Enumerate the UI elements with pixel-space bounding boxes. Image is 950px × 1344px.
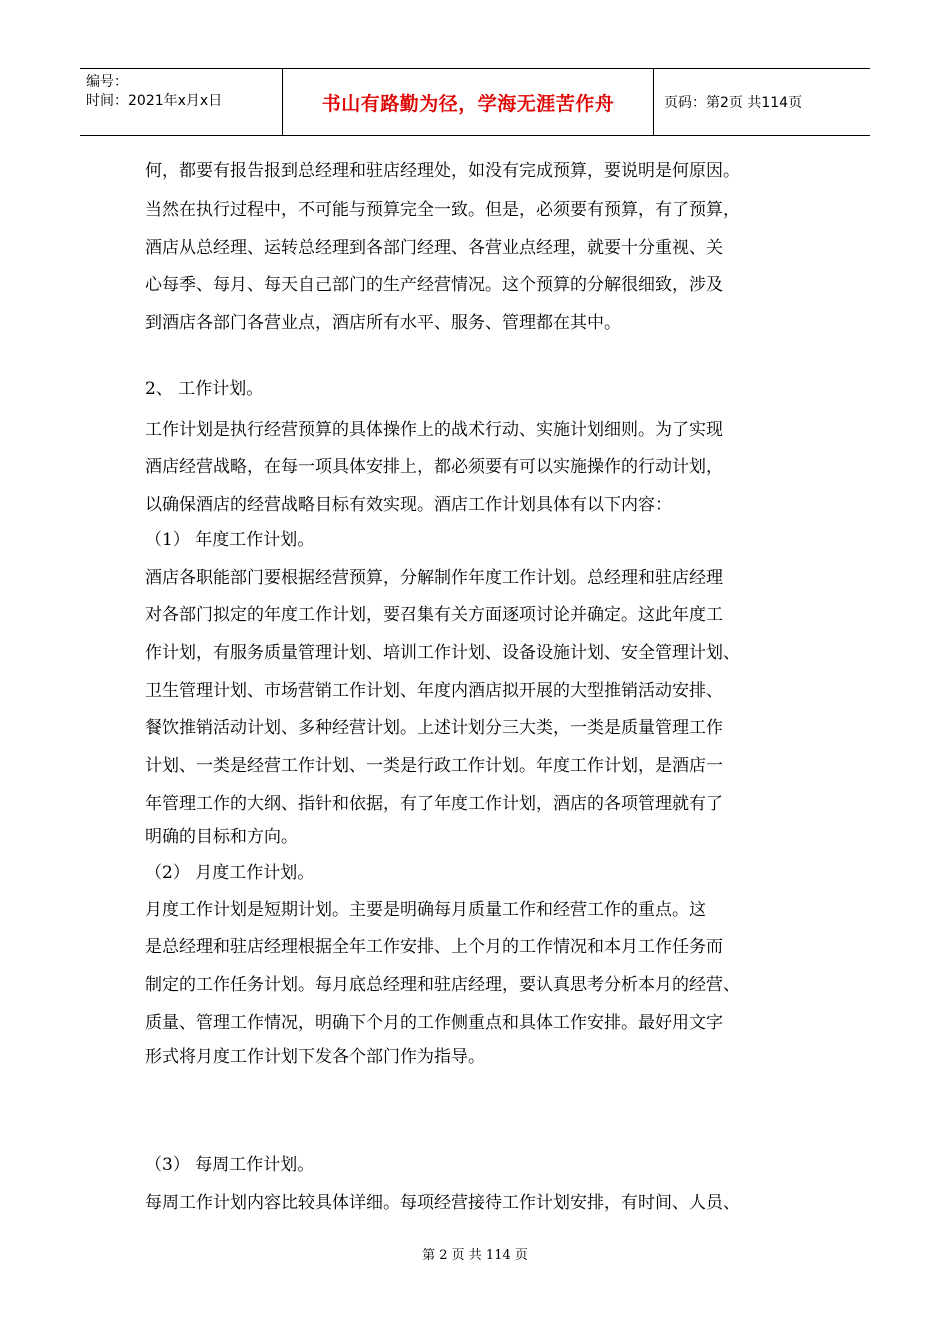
body-line: 形式将月度工作计划下发各个部门作为指导。 xyxy=(145,1047,485,1067)
body-line: 作计划，有服务质量管理计划、培训工作计划、设备设施计划、安全管理计划、 xyxy=(145,643,740,663)
body-line: 何，都要有报告报到总经理和驻店经理处，如没有完成预算，要说明是何原因。 xyxy=(145,161,740,181)
page-footer: 第 2 页 共 114 页 xyxy=(422,1248,528,1263)
body-line: 质量、管理工作情况，明确下个月的工作侧重点和具体工作安排。最好用文字 xyxy=(145,1013,723,1033)
body-line: 是总经理和驻店经理根据全年工作安排、上个月的工作情况和本月工作任务而 xyxy=(145,937,723,957)
body-line: 制定的工作任务计划。每月底总经理和驻店经理，要认真思考分析本月的经营、 xyxy=(145,975,740,995)
body-line: 年管理工作的大纲、指针和依据，有了年度工作计划，酒店的各项管理就有了 xyxy=(145,794,723,814)
body-line: 月度工作计划是短期计划。主要是明确每月质量工作和经营工作的重点。这 xyxy=(145,900,706,920)
subsection-heading: （3） 每周工作计划。 xyxy=(145,1155,315,1175)
body-line: 到酒店各部门各营业点，酒店所有水平、服务、管理都在其中。 xyxy=(145,313,621,333)
body-line: 心每季、每月、每天自己部门的生产经营情况。这个预算的分解很细致，涉及 xyxy=(145,275,723,295)
body-line: 当然在执行过程中，不可能与预算完全一致。但是，必须要有预算，有了预算， xyxy=(145,200,740,220)
header-meta-cell xyxy=(80,69,282,135)
header-motto: 书山有路勤为径，学海无涯苦作舟 xyxy=(321,92,615,115)
section-heading: 2、 工作计划。 xyxy=(145,379,264,399)
body-line: 明确的目标和方向。 xyxy=(145,827,298,847)
body-line: 卫生管理计划、市场营销工作计划、年度内酒店拟开展的大型推销活动安排、 xyxy=(145,681,723,701)
header-motto-cell xyxy=(282,69,654,135)
body-line: 餐饮推销活动计划、多种经营计划。上述计划分三大类，一类是质量管理工作 xyxy=(145,718,723,738)
body-line: 酒店各职能部门要根据经营预算，分解制作年度工作计划。总经理和驻店经理 xyxy=(145,568,723,588)
body-line: 对各部门拟定的年度工作计划，要召集有关方面逐项讨论并确定。这此年度工 xyxy=(145,605,723,625)
subsection-heading: （2） 月度工作计划。 xyxy=(145,863,315,883)
body-line: 每周工作计划内容比较具体详细。每项经营接待工作计划安排，有时间、人员、 xyxy=(145,1193,740,1213)
document-time-label: 时间：2021年x月x日 xyxy=(86,93,223,109)
body-line: 酒店从总经理、运转总经理到各部门经理、各营业点经理，就要十分重视、关 xyxy=(145,238,723,258)
body-line: 以确保酒店的经营战略目标有效实现。酒店工作计划具体有以下内容： xyxy=(145,495,672,515)
body-line: 酒店经营战略，在每一项具体安排上，都必须要有可以实施操作的行动计划， xyxy=(145,457,723,477)
subsection-heading: （1） 年度工作计划。 xyxy=(145,530,315,550)
body-line: 计划、一类是经营工作计划、一类是行政工作计划。年度工作计划，是酒店一 xyxy=(145,756,723,776)
document-number-label: 编号： xyxy=(86,74,128,90)
header-page-info: 页码：第2页 共114页 xyxy=(664,95,803,111)
document-header xyxy=(80,68,870,136)
header-page-cell xyxy=(654,69,870,135)
body-line: 工作计划是执行经营预算的具体操作上的战术行动、实施计划细则。为了实现 xyxy=(145,420,723,440)
